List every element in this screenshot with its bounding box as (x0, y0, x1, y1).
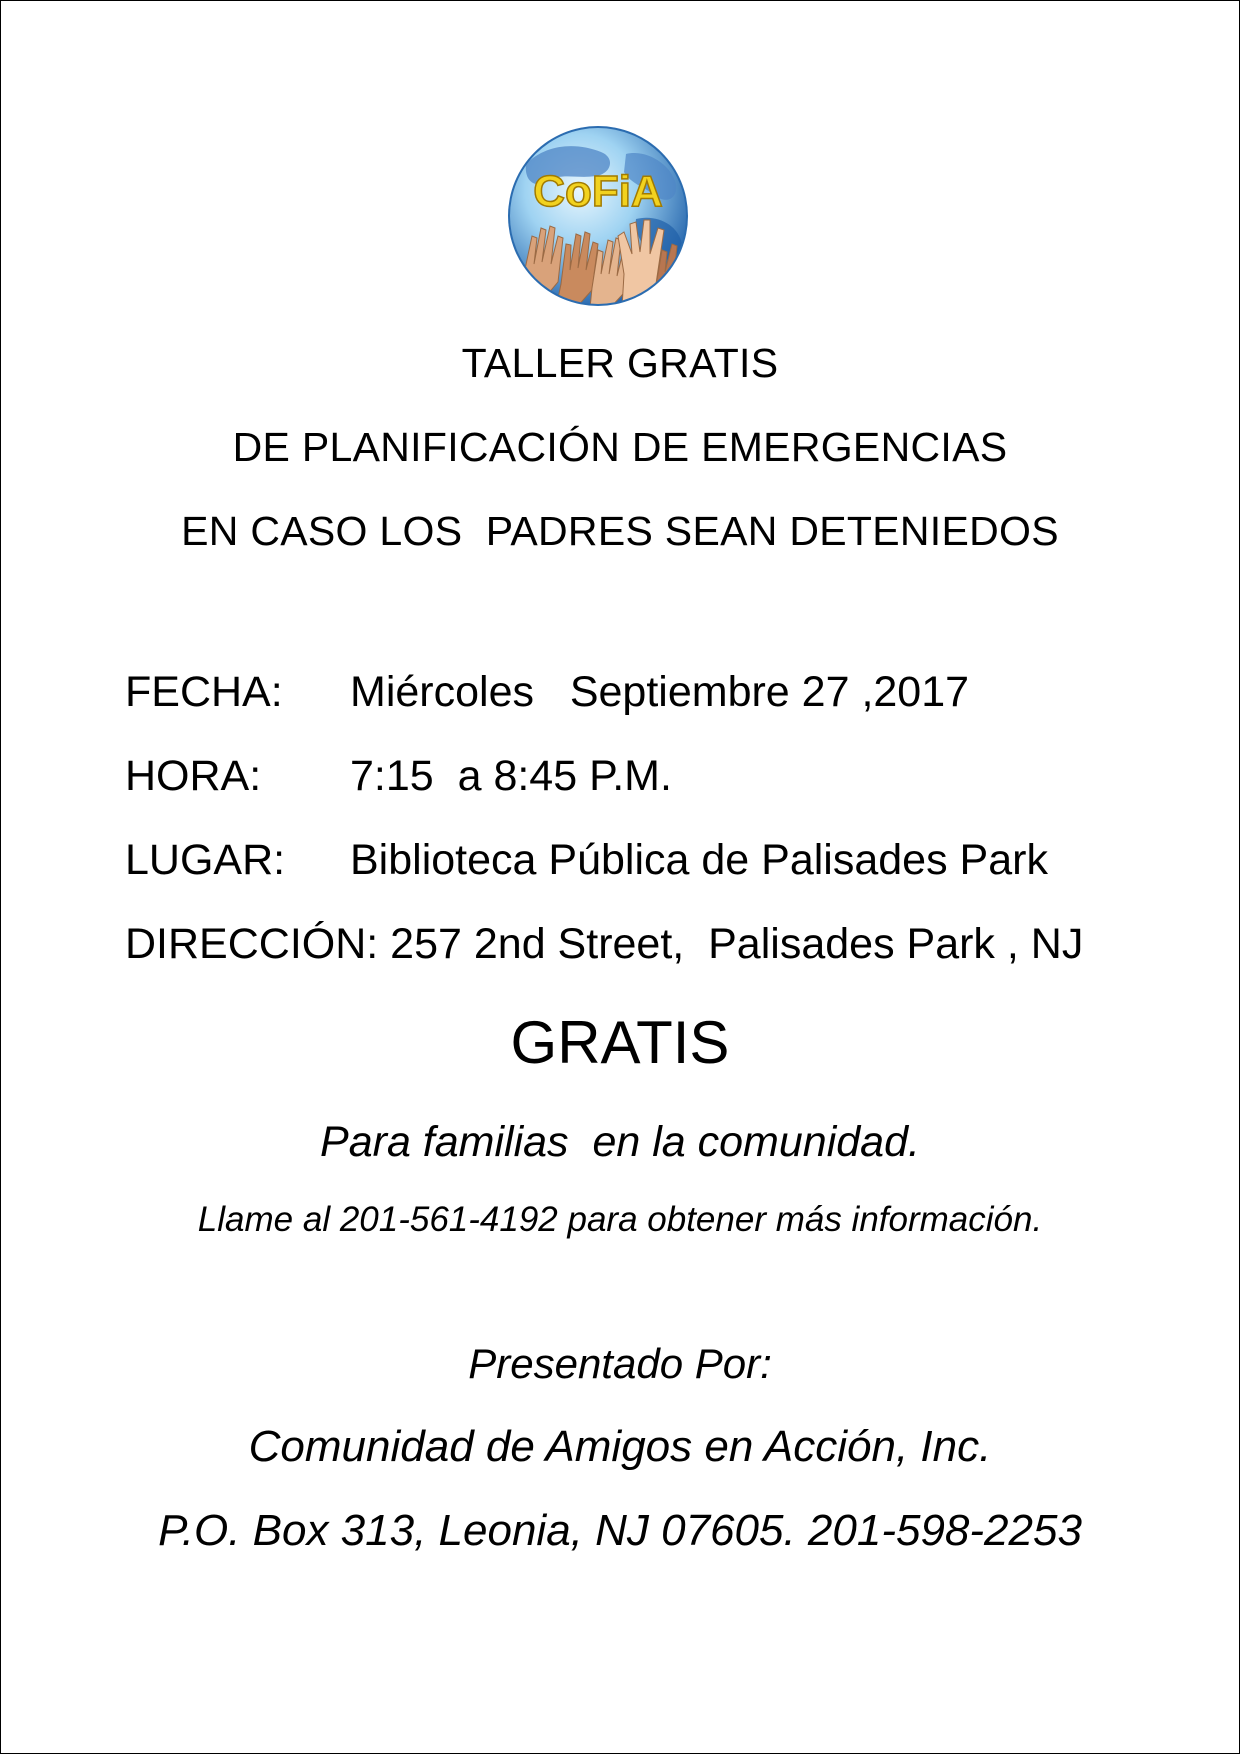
presented-by-label: Presentado Por: (468, 1340, 772, 1387)
logo-text: CoFiA (533, 167, 663, 216)
hora-label: HORA: (125, 752, 262, 800)
tagline: Para familias en la comunidad. (320, 1118, 920, 1166)
fecha-value: Miércoles Septiembre 27 ,2017 (350, 668, 970, 716)
lugar-row (125, 836, 1048, 896)
direccion-row (125, 920, 1084, 980)
title-line-3: EN CASO LOS PADRES SEAN DETENIEDOS (181, 508, 1059, 554)
fecha-label: FECHA: (125, 668, 283, 716)
fecha-row (125, 668, 970, 728)
call-info: Llame al 201-561-4192 para obtener más información. (197, 1200, 1043, 1239)
title-line-1: TALLER GRATIS (461, 340, 779, 386)
hora-value: 7:15 a 8:45 P.M. (350, 752, 672, 800)
gratis-heading: GRATIS (510, 1009, 730, 1076)
lugar-label: LUGAR: (125, 836, 286, 884)
hora-row (125, 752, 672, 812)
cofia-logo (506, 124, 690, 308)
direccion-line: DIRECCIÓN: 257 2nd Street, Palisades Park , NJ (125, 920, 1084, 968)
organization-name: Comunidad de Amigos en Acción, Inc. (248, 1422, 992, 1471)
title-line-2: DE PLANIFICACIÓN DE EMERGENCIAS (232, 424, 1008, 470)
organization-address: P.O. Box 313, Leonia, NJ 07605. 201-598-2253 (158, 1506, 1082, 1555)
lugar-value: Biblioteca Pública de Palisades Park (350, 836, 1048, 884)
